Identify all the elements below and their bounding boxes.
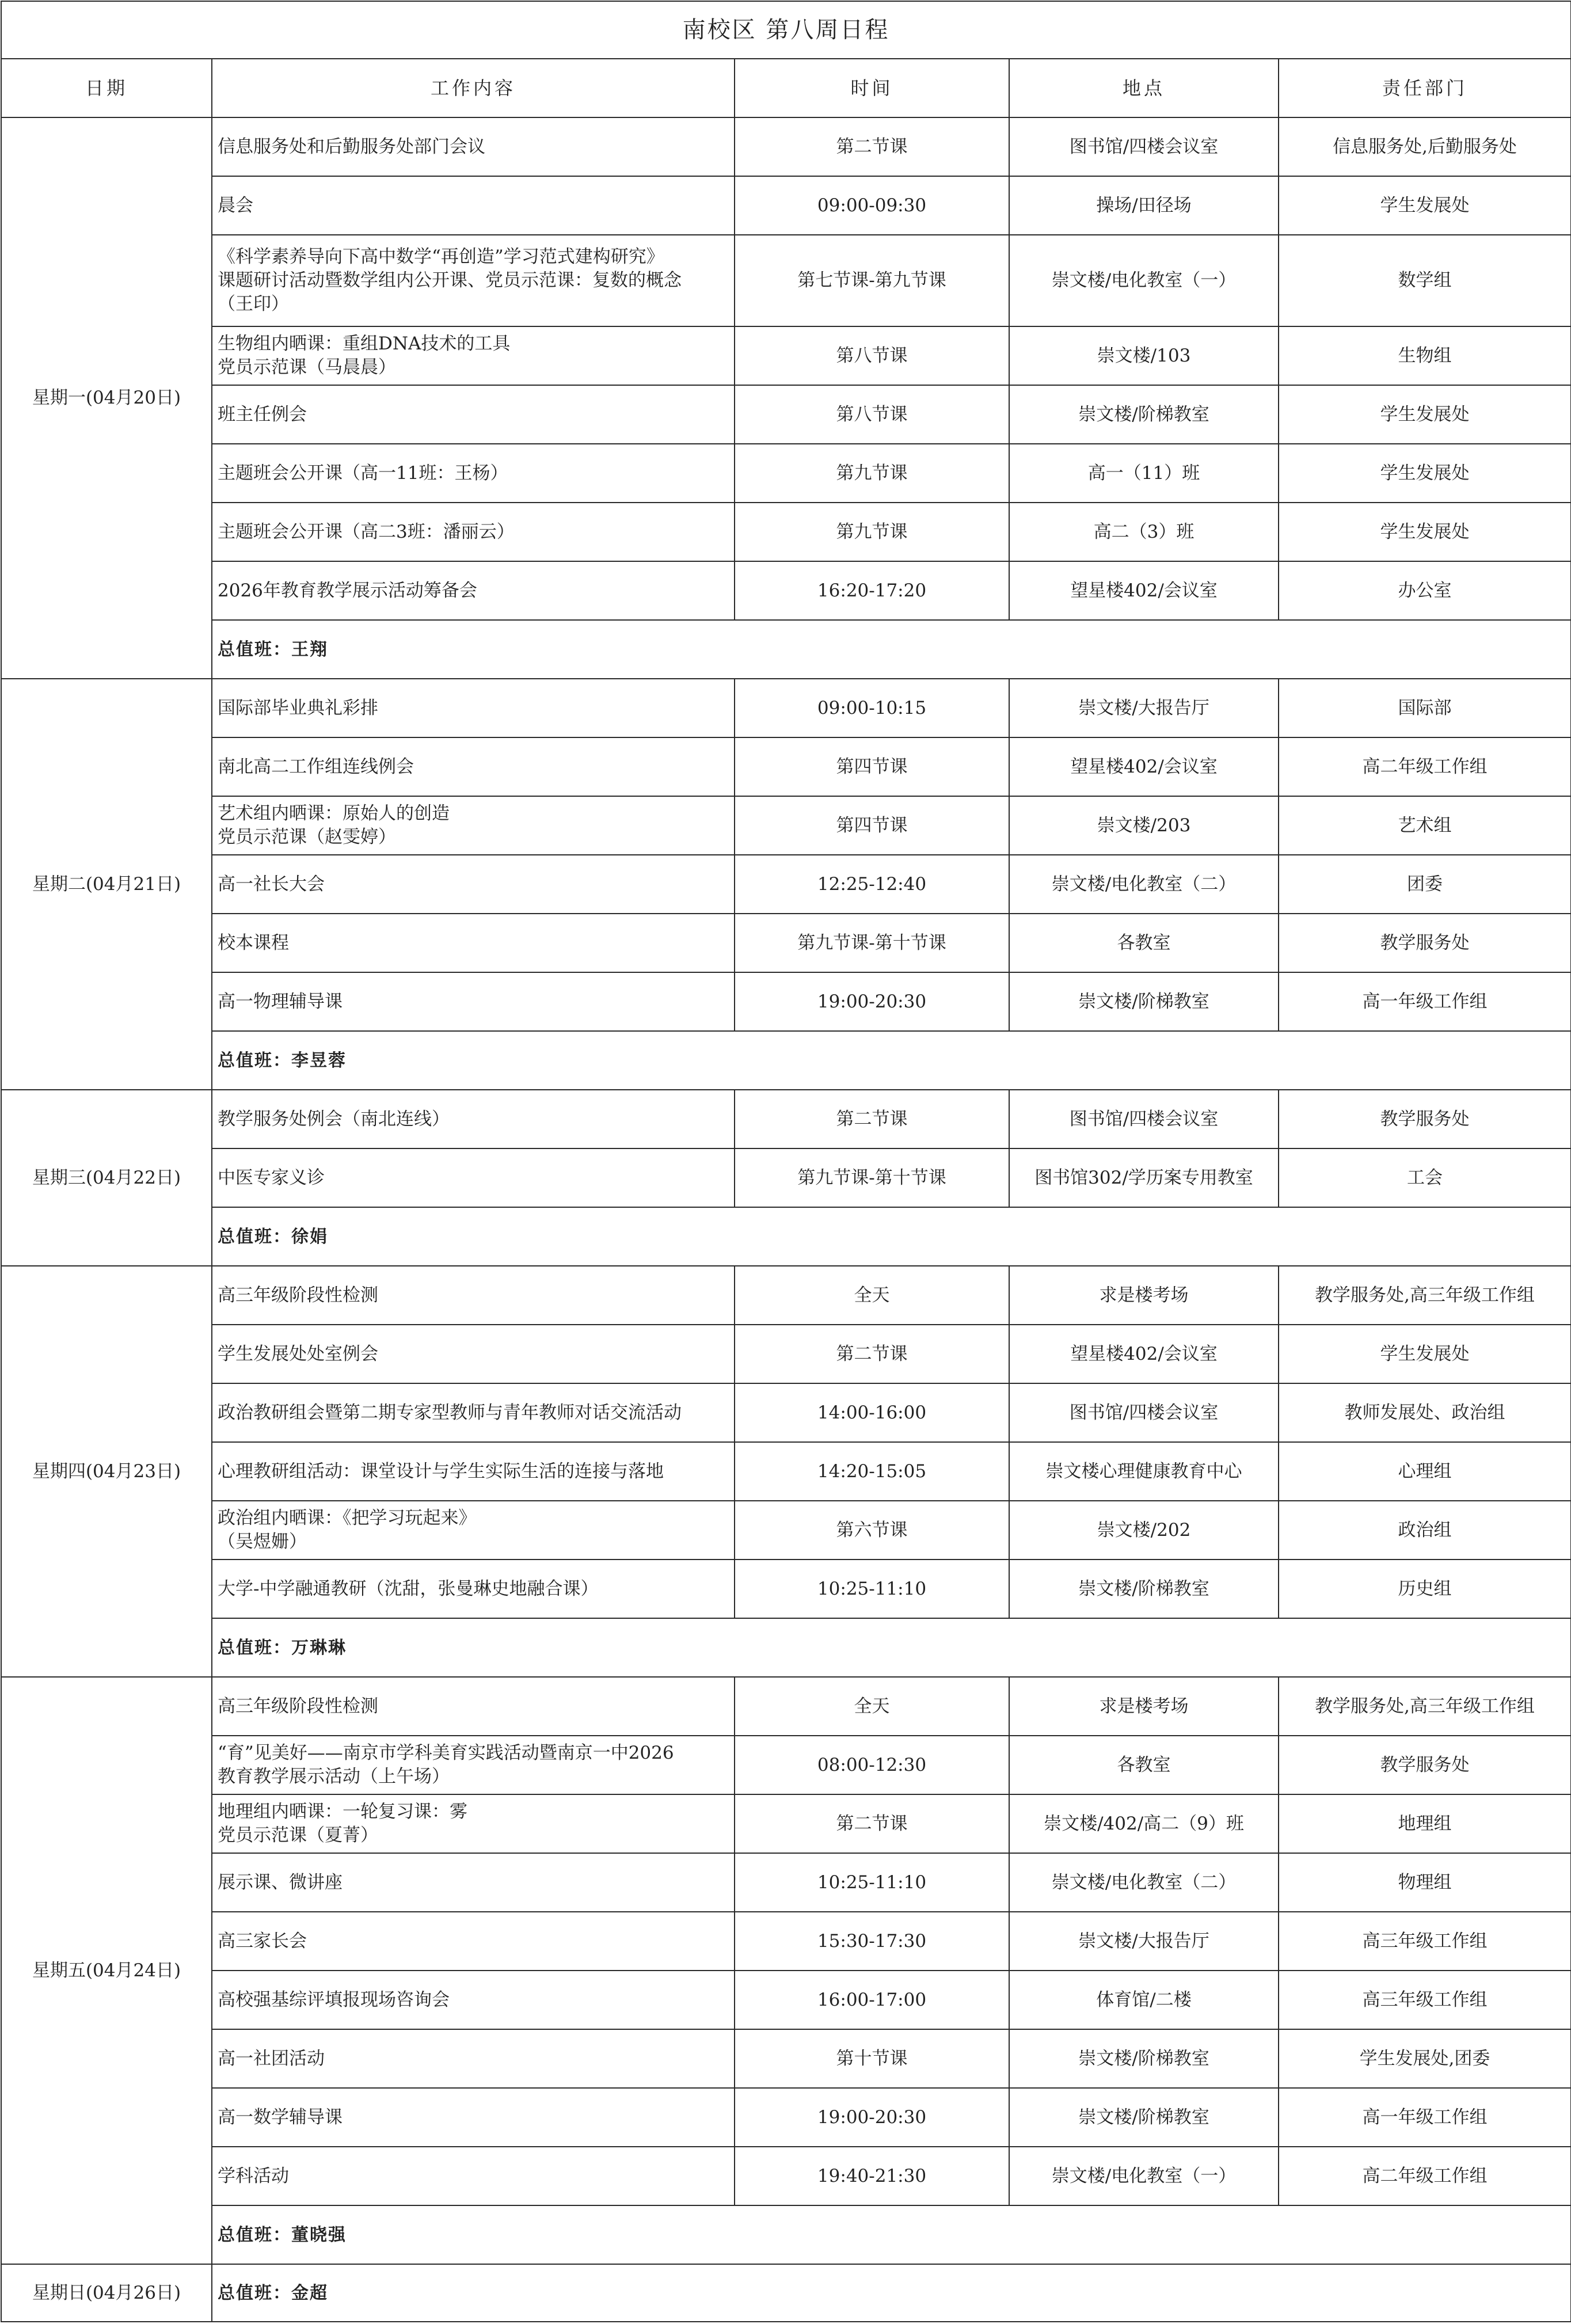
dept-cell: 教师发展处、政治组 (1279, 1383, 1571, 1442)
table-row (1, 855, 1571, 914)
place-cell: 图书馆/四楼会议室 (1009, 1383, 1279, 1442)
work-cell: 2026年教育教学展示活动筹备会 (212, 561, 735, 620)
time-cell: 15:30-17:30 (735, 1912, 1009, 1971)
table-row (1, 1442, 1571, 1501)
place-cell: 图书馆/四楼会议室 (1009, 117, 1279, 176)
work-cell: 高一社团活动 (212, 2029, 735, 2088)
table-row (1, 1853, 1571, 1912)
time-cell: 第九节课-第十节课 (735, 914, 1009, 972)
work-cell: 政治组内晒课：《把学习玩起来》 （吴煜姗） (212, 1501, 735, 1560)
work-cell: 高校强基综评填报现场咨询会 (212, 1971, 735, 2029)
dept-cell: 历史组 (1279, 1560, 1571, 1618)
day-cell: 星期日(04月26日) (1, 2264, 212, 2322)
place-cell: 崇文楼/阶梯教室 (1009, 2029, 1279, 2088)
place-cell: 崇文楼/电化教室（二） (1009, 855, 1279, 914)
work-cell: 教学服务处例会（南北连线） (212, 1090, 735, 1148)
place-cell: 体育馆/二楼 (1009, 1971, 1279, 2029)
table-row (1, 385, 1571, 444)
work-cell: 晨会 (212, 176, 735, 235)
duty-row (1, 620, 1571, 679)
work-cell: 高一数学辅导课 (212, 2088, 735, 2147)
dept-cell: 办公室 (1279, 561, 1571, 620)
page-title: 南校区 第八周日程 (1, 1, 1571, 59)
dept-cell: 心理组 (1279, 1442, 1571, 1501)
work-cell: 主题班会公开课（高二3班：潘丽云） (212, 503, 735, 561)
header-time: 时间 (735, 59, 1009, 117)
dept-cell: 教学服务处,高三年级工作组 (1279, 1677, 1571, 1736)
time-cell: 14:20-15:05 (735, 1442, 1009, 1501)
duty-officer: 总值班：金超 (212, 2264, 1571, 2322)
dept-cell: 物理组 (1279, 1853, 1571, 1912)
table-row (1, 1501, 1571, 1560)
time-cell: 第九节课 (735, 444, 1009, 503)
place-cell: 崇文楼心理健康教育中心 (1009, 1442, 1279, 1501)
table-row (1, 2088, 1571, 2147)
duty-officer: 总值班：王翔 (212, 620, 1571, 679)
work-cell: 高三年级阶段性检测 (212, 1677, 735, 1736)
dept-cell: 高三年级工作组 (1279, 1971, 1571, 2029)
time-cell: 第八节课 (735, 385, 1009, 444)
dept-cell: 高三年级工作组 (1279, 1912, 1571, 1971)
place-cell: 各教室 (1009, 914, 1279, 972)
duty-officer: 总值班：董晓强 (212, 2205, 1571, 2264)
table-row (1, 561, 1571, 620)
table-row (1, 2147, 1571, 2205)
work-cell: 《科学素养导向下高中数学“再创造”学习范式建构研究》 课题研讨活动暨数学组内公开课、党员示范课：复数的概念 （王印） (212, 235, 735, 326)
dept-cell: 学生发展处 (1279, 1325, 1571, 1383)
time-cell: 09:00-09:30 (735, 176, 1009, 235)
duty-row (1, 2264, 1571, 2322)
time-cell: 第二节课 (735, 1090, 1009, 1148)
table-row (1, 1912, 1571, 1971)
table-row (1, 1560, 1571, 1618)
table-row (1, 235, 1571, 326)
place-cell: 崇文楼/402/高二（9）班 (1009, 1794, 1279, 1853)
place-cell: 望星楼402/会议室 (1009, 737, 1279, 796)
work-cell: 信息服务处和后勤服务处部门会议 (212, 117, 735, 176)
place-cell: 崇文楼/202 (1009, 1501, 1279, 1560)
dept-cell: 教学服务处,高三年级工作组 (1279, 1266, 1571, 1325)
dept-cell: 艺术组 (1279, 796, 1571, 855)
dept-cell: 数学组 (1279, 235, 1571, 326)
place-cell: 各教室 (1009, 1736, 1279, 1794)
table-row (1, 503, 1571, 561)
place-cell: 求是楼考场 (1009, 1266, 1279, 1325)
schedule-table (1, 1, 1571, 2322)
time-cell: 第四节课 (735, 796, 1009, 855)
table-row (1, 176, 1571, 235)
dept-cell: 学生发展处,团委 (1279, 2029, 1571, 2088)
table-row (1, 679, 1571, 737)
time-cell: 第十节课 (735, 2029, 1009, 2088)
dept-cell: 高二年级工作组 (1279, 737, 1571, 796)
place-cell: 崇文楼/大报告厅 (1009, 1912, 1279, 1971)
time-cell: 第二节课 (735, 117, 1009, 176)
time-cell: 16:00-17:00 (735, 1971, 1009, 2029)
time-cell: 08:00-12:30 (735, 1736, 1009, 1794)
dept-cell: 工会 (1279, 1148, 1571, 1207)
work-cell: 高三年级阶段性检测 (212, 1266, 735, 1325)
work-cell: 政治教研组会暨第二期专家型教师与青年教师对话交流活动 (212, 1383, 735, 1442)
work-cell: 班主任例会 (212, 385, 735, 444)
table-row (1, 1090, 1571, 1148)
dept-cell: 政治组 (1279, 1501, 1571, 1560)
day-cell: 星期四(04月23日) (1, 1266, 212, 1677)
place-cell: 求是楼考场 (1009, 1677, 1279, 1736)
header-dept: 责任部门 (1279, 59, 1571, 117)
time-cell: 10:25-11:10 (735, 1853, 1009, 1912)
dept-cell: 教学服务处 (1279, 1090, 1571, 1148)
work-cell: 主题班会公开课（高一11班：王杨） (212, 444, 735, 503)
time-cell: 全天 (735, 1677, 1009, 1736)
day-cell: 星期五(04月24日) (1, 1677, 212, 2264)
table-row (1, 2029, 1571, 2088)
duty-officer: 总值班：李昱蓉 (212, 1031, 1571, 1090)
work-cell: 地理组内晒课：一轮复习课：雾 党员示范课（夏菁） (212, 1794, 735, 1853)
table-row (1, 1383, 1571, 1442)
header-place: 地点 (1009, 59, 1279, 117)
work-cell: 南北高二工作组连线例会 (212, 737, 735, 796)
time-cell: 第八节课 (735, 326, 1009, 385)
time-cell: 第二节课 (735, 1325, 1009, 1383)
time-cell: 第九节课-第十节课 (735, 1148, 1009, 1207)
work-cell: 中医专家义诊 (212, 1148, 735, 1207)
place-cell: 图书馆/四楼会议室 (1009, 1090, 1279, 1148)
table-row (1, 326, 1571, 385)
table-row (1, 914, 1571, 972)
day-cell: 星期一(04月20日) (1, 117, 212, 679)
place-cell: 望星楼402/会议室 (1009, 1325, 1279, 1383)
time-cell: 10:25-11:10 (735, 1560, 1009, 1618)
day-cell: 星期三(04月22日) (1, 1090, 212, 1266)
place-cell: 崇文楼/电化教室（一） (1009, 2147, 1279, 2205)
dept-cell: 教学服务处 (1279, 914, 1571, 972)
duty-row (1, 1618, 1571, 1677)
table-row (1, 1266, 1571, 1325)
duty-officer: 总值班：徐娟 (212, 1207, 1571, 1266)
work-cell: 国际部毕业典礼彩排 (212, 679, 735, 737)
place-cell: 崇文楼/103 (1009, 326, 1279, 385)
table-row (1, 1325, 1571, 1383)
place-cell: 高一（11）班 (1009, 444, 1279, 503)
place-cell: 崇文楼/203 (1009, 796, 1279, 855)
table-row (1, 1677, 1571, 1736)
time-cell: 16:20-17:20 (735, 561, 1009, 620)
dept-cell: 学生发展处 (1279, 385, 1571, 444)
time-cell: 14:00-16:00 (735, 1383, 1009, 1442)
work-cell: 大学-中学融通教研（沈甜，张曼琳史地融合课） (212, 1560, 735, 1618)
work-cell: 学生发展处处室例会 (212, 1325, 735, 1383)
work-cell: “育”见美好——南京市学科美育实践活动暨南京一中2026 教育教学展示活动（上午场） (212, 1736, 735, 1794)
time-cell: 12:25-12:40 (735, 855, 1009, 914)
duty-officer: 总值班：万琳琳 (212, 1618, 1571, 1677)
time-cell: 全天 (735, 1266, 1009, 1325)
dept-cell: 教学服务处 (1279, 1736, 1571, 1794)
time-cell: 第二节课 (735, 1794, 1009, 1853)
place-cell: 图书馆302/学历案专用教室 (1009, 1148, 1279, 1207)
dept-cell: 高二年级工作组 (1279, 2147, 1571, 2205)
work-cell: 生物组内晒课：重组DNA技术的工具 党员示范课（马晨晨） (212, 326, 735, 385)
dept-cell: 信息服务处,后勤服务处 (1279, 117, 1571, 176)
place-cell: 崇文楼/阶梯教室 (1009, 1560, 1279, 1618)
table-row (1, 1971, 1571, 2029)
duty-row (1, 2205, 1571, 2264)
place-cell: 崇文楼/大报告厅 (1009, 679, 1279, 737)
dept-cell: 学生发展处 (1279, 503, 1571, 561)
table-row (1, 444, 1571, 503)
table-row (1, 1736, 1571, 1794)
place-cell: 操场/田径场 (1009, 176, 1279, 235)
work-cell: 艺术组内晒课：原始人的创造 党员示范课（赵雯婷） (212, 796, 735, 855)
table-row (1, 972, 1571, 1031)
place-cell: 崇文楼/阶梯教室 (1009, 972, 1279, 1031)
table-row (1, 1794, 1571, 1853)
time-cell: 19:00-20:30 (735, 972, 1009, 1031)
duty-row (1, 1207, 1571, 1266)
work-cell: 展示课、微讲座 (212, 1853, 735, 1912)
work-cell: 校本课程 (212, 914, 735, 972)
table-row (1, 1148, 1571, 1207)
header-work: 工作内容 (212, 59, 735, 117)
table-row (1, 737, 1571, 796)
time-cell: 19:40-21:30 (735, 2147, 1009, 2205)
place-cell: 高二（3）班 (1009, 503, 1279, 561)
work-cell: 学科活动 (212, 2147, 735, 2205)
table-row (1, 796, 1571, 855)
schedule-body (1, 117, 1571, 2322)
dept-cell: 高一年级工作组 (1279, 972, 1571, 1031)
dept-cell: 生物组 (1279, 326, 1571, 385)
duty-row (1, 1031, 1571, 1090)
dept-cell: 高一年级工作组 (1279, 2088, 1571, 2147)
header-date: 日期 (1, 59, 212, 117)
dept-cell: 国际部 (1279, 679, 1571, 737)
time-cell: 09:00-10:15 (735, 679, 1009, 737)
dept-cell: 学生发展处 (1279, 176, 1571, 235)
place-cell: 崇文楼/阶梯教室 (1009, 385, 1279, 444)
time-cell: 第四节课 (735, 737, 1009, 796)
place-cell: 望星楼402/会议室 (1009, 561, 1279, 620)
dept-cell: 地理组 (1279, 1794, 1571, 1853)
place-cell: 崇文楼/电化教室（一） (1009, 235, 1279, 326)
time-cell: 第六节课 (735, 1501, 1009, 1560)
work-cell: 高一社长大会 (212, 855, 735, 914)
place-cell: 崇文楼/阶梯教室 (1009, 2088, 1279, 2147)
time-cell: 第九节课 (735, 503, 1009, 561)
dept-cell: 学生发展处 (1279, 444, 1571, 503)
table-row (1, 117, 1571, 176)
time-cell: 19:00-20:30 (735, 2088, 1009, 2147)
time-cell: 第七节课-第九节课 (735, 235, 1009, 326)
work-cell: 心理教研组活动：课堂设计与学生实际生活的连接与落地 (212, 1442, 735, 1501)
place-cell: 崇文楼/电化教室（二） (1009, 1853, 1279, 1912)
day-cell: 星期二(04月21日) (1, 679, 212, 1090)
dept-cell: 团委 (1279, 855, 1571, 914)
work-cell: 高一物理辅导课 (212, 972, 735, 1031)
work-cell: 高三家长会 (212, 1912, 735, 1971)
